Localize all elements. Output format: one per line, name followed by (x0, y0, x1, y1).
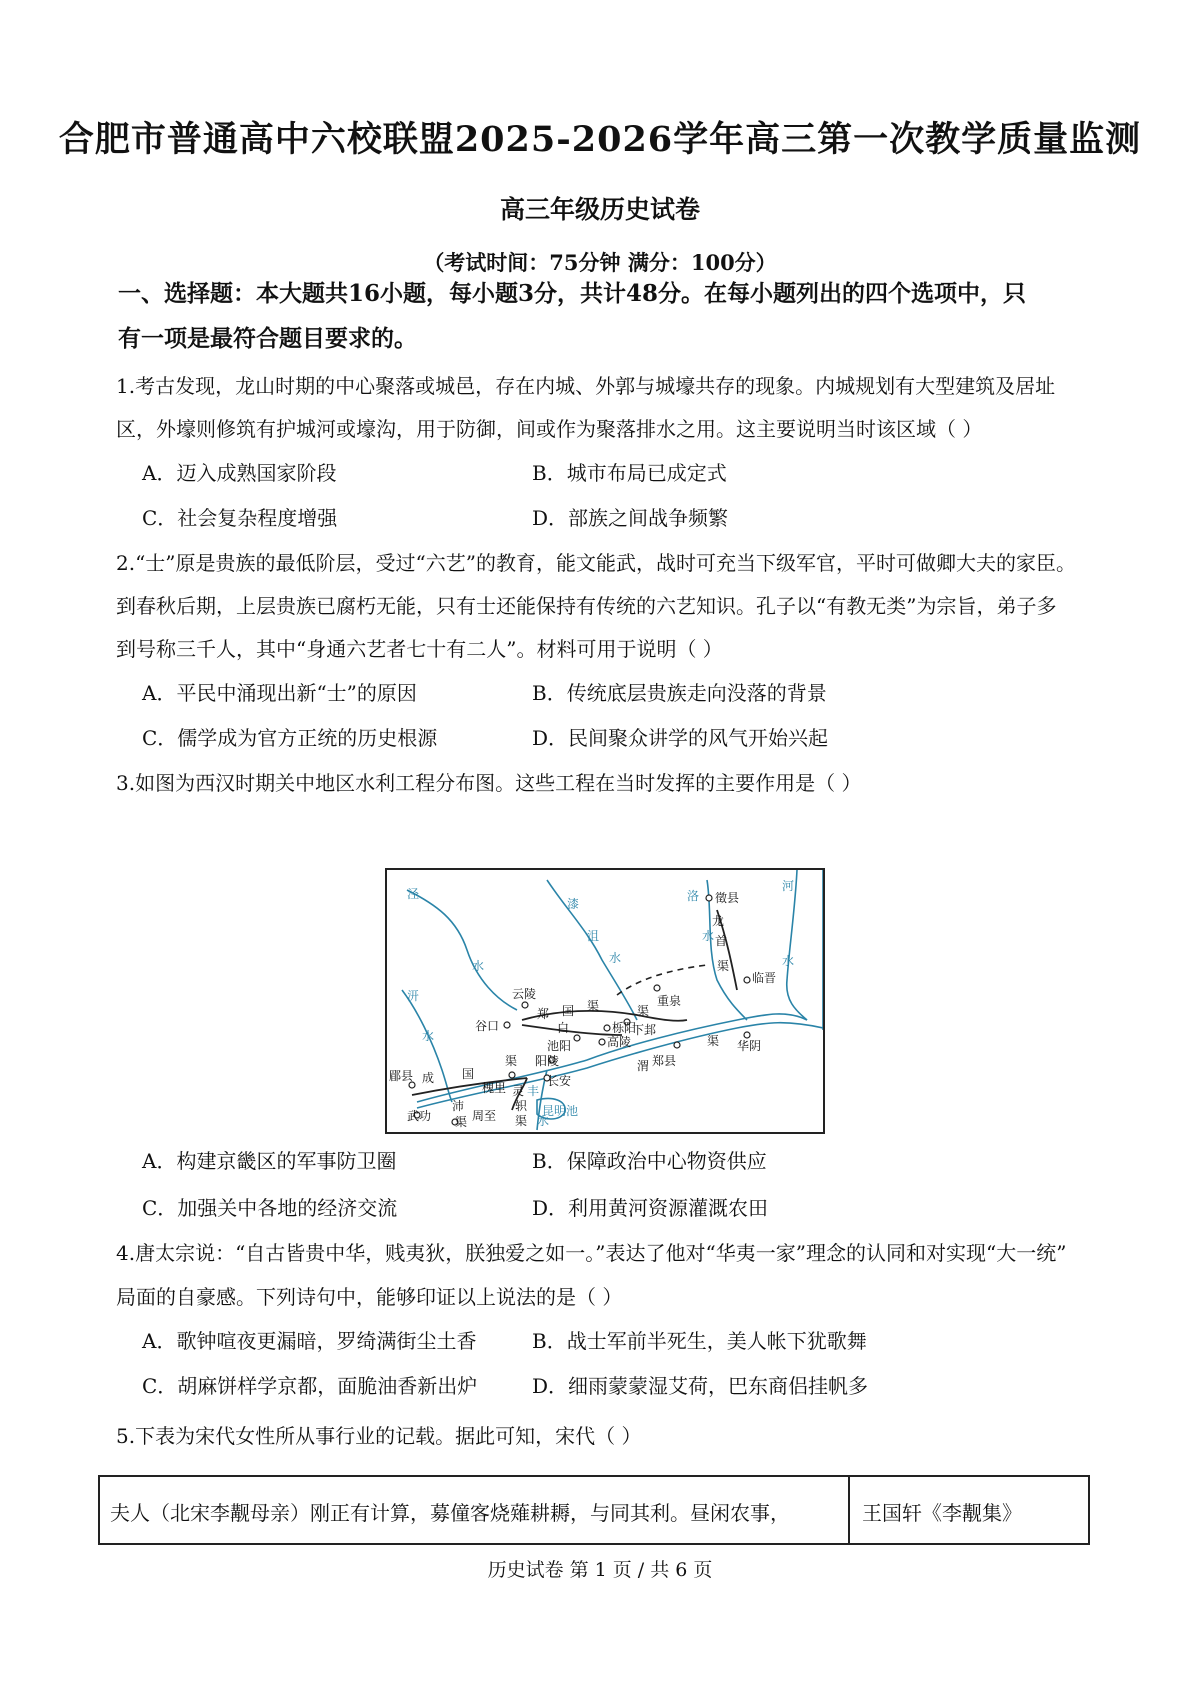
label-huaili: 槐里 (482, 1081, 507, 1095)
question-4-option-c[interactable]: C．胡麻饼样学京都，面脆油香新出炉 (142, 1374, 478, 1398)
label-wugong: 武功 (407, 1109, 432, 1123)
label-qu7: 渠 (515, 1114, 528, 1128)
label-kunmingchi: 昆明池 (542, 1104, 579, 1118)
label-wei: 渭 (637, 1059, 650, 1073)
label-linjin: 临晋 (752, 971, 777, 985)
question-4-option-b[interactable]: B．战士军前半死生，美人帐下犹歌舞 (532, 1329, 867, 1353)
city-marker-zhengxian (674, 1042, 680, 1048)
label-zhi: 轵 (515, 1099, 528, 1113)
label-qu3: 渠 (637, 1004, 650, 1018)
record-table-content-cell: 夫人（北宋李觏母亲）刚正有计算，募僮客烧薙耕耨，与同其利。昼闲农事， (100, 1477, 850, 1543)
label-zheng: 郑 (537, 1007, 550, 1021)
label-shui1: 水 (472, 959, 485, 973)
label-qu1: 渠 (717, 959, 730, 973)
city-marker-gukou (504, 1022, 510, 1028)
label-cheng: 成 (422, 1071, 435, 1085)
label-he: 河 (782, 879, 795, 893)
label-liyang: 栎阳 (612, 1021, 637, 1035)
question-1-option-a[interactable]: A．迈入成熟国家阶段 (142, 461, 337, 485)
label-guo2: 国 (462, 1067, 475, 1081)
question-4-line-1: 4.唐太宗说：“自古皆贵中华，贱夷狄，朕独爱之如一。”表达了他对“华夷一家”理念的认同和对实现“大一统” (116, 1241, 1067, 1265)
city-marker-huixian (706, 895, 712, 901)
label-qi: 漆 (567, 897, 580, 911)
label-jing: 泾 (407, 887, 420, 901)
question-2-line-1: 2.“士”原是贵族的最低阶层，受过“六艺”的教育，能文能武，战时可充当下级军官，平时可做卿大夫的家臣。 (116, 551, 1076, 575)
question-3-option-b[interactable]: B．保障政治中心物资供应 (532, 1149, 767, 1173)
label-shui5: 水 (422, 1029, 435, 1043)
label-guo: 国 (562, 1004, 575, 1018)
label-changan: 长安 (547, 1074, 572, 1088)
question-4-option-a[interactable]: A．歌钟喧夜更漏暗，罗绮满街尘土香 (142, 1329, 477, 1353)
record-table (98, 1475, 1090, 1545)
label-ju: 沮 (587, 929, 600, 943)
city-marker-huaili (509, 1072, 515, 1078)
city-marker-gaoling (599, 1039, 605, 1045)
label-qu6: 渠 (455, 1115, 468, 1129)
question-5-line-1: 5.下表为宋代女性所从事行业的记载。据此可知，宋代（ ） (116, 1424, 642, 1448)
question-1-line-2: 区，外壕则修筑有护城河或壕沟，用于防御，间或作为聚落排水之用。这主要说明当时该区域（ ） (116, 417, 983, 441)
exam-meta: （考试时间：75分钟 满分：100分） (423, 250, 777, 275)
question-3-option-d[interactable]: D．利用黄河资源灌溉农田 (532, 1196, 769, 1220)
label-han: 汧 (407, 989, 420, 1003)
label-shui3: 水 (702, 929, 715, 943)
label-yunling: 云陵 (512, 987, 537, 1001)
label-zhouzhi: 周至 (472, 1109, 497, 1123)
label-gaoling: 高陵 (607, 1035, 632, 1049)
label-shou: 首 (715, 934, 728, 948)
canal-dashed (617, 965, 707, 995)
exam-subtitle: 高三年级历史试卷 (499, 195, 700, 224)
question-2-option-c[interactable]: C．儒学成为官方正统的历史根源 (142, 726, 438, 750)
label-mixian: 郿县 (389, 1069, 414, 1083)
question-3-option-a[interactable]: A．构建京畿区的军事防卫圈 (142, 1149, 397, 1173)
label-qu4: 渠 (707, 1034, 720, 1048)
city-marker-chongquan (654, 985, 660, 991)
label-chiyang: 池阳 (547, 1039, 572, 1053)
exam-title: 合肥市普通高中六校联盟2025-2026学年高三第一次教学质量监测 (58, 119, 1142, 160)
label-huayin: 华阴 (737, 1039, 762, 1053)
section-heading-line-2: 有一项是最符合题目要求的。 (118, 325, 417, 352)
label-bai: 白 (557, 1021, 570, 1035)
question-2-option-a[interactable]: A．平民中涌现出新“士”的原因 (142, 681, 417, 705)
city-marker-huayin (744, 1032, 750, 1038)
question-2-option-d[interactable]: D．民间聚众讲学的风气开始兴起 (532, 726, 829, 750)
city-marker-liyang (604, 1025, 610, 1031)
label-gukou: 谷口 (475, 1019, 500, 1033)
city-marker-linjin (744, 977, 750, 983)
question-2-line-2: 到春秋后期，上层贵族已腐朽无能，只有士还能保持有传统的六艺知识。孔子以“有教无类”为宗旨，弟子多 (116, 594, 1057, 618)
label-shui7: 水 (537, 1114, 550, 1128)
label-zhengxian: 郑县 (652, 1054, 677, 1068)
record-table-source-cell: 王国轩《李觏集》 (862, 1501, 1022, 1525)
label-huixian: 徵县 (715, 891, 740, 905)
city-marker-yunling (522, 1002, 528, 1008)
irrigation-map-svg (387, 870, 823, 1132)
question-3-line-1: 3.如图为西汉时期关中地区水利工程分布图。这些工程在当时发挥的主要作用是（ ） (116, 771, 862, 795)
label-qu5: 渠 (505, 1054, 518, 1068)
question-1-line-1: 1.考古发现，龙山时期的中心聚落或城邑，存在内城、外郭与城壕共存的现象。内城规划有大型建筑及居址 (116, 374, 1056, 398)
label-shui4: 水 (782, 954, 795, 968)
question-1-option-b[interactable]: B．城市布局已成定式 (532, 461, 727, 485)
page-footer: 历史试卷 第 1 页 / 共 6 页 (487, 1559, 713, 1581)
question-3-option-c[interactable]: C．加强关中各地的经济交流 (142, 1196, 398, 1220)
label-feng: 丰 (527, 1084, 540, 1098)
label-shui2: 水 (609, 951, 622, 965)
label-ling: 灵 (512, 1084, 525, 1098)
question-1-option-d[interactable]: D．部族之间战争频繁 (532, 506, 729, 530)
river-jing (407, 890, 517, 1010)
question-1-option-c[interactable]: C．社会复杂程度增强 (142, 506, 338, 530)
irrigation-map (385, 868, 825, 1134)
question-2-option-b[interactable]: B．传统底层贵族走向没落的背景 (532, 681, 827, 705)
label-lao: 沛 (452, 1099, 465, 1113)
label-qu2: 渠 (587, 999, 600, 1013)
label-yangling: 阳陵 (535, 1054, 560, 1068)
section-heading-line-1: 一、选择题：本大题共16小题，每小题3分，共计48分。在每小题列出的四个选项中，只 (118, 280, 1027, 307)
label-luo: 洛 (687, 889, 700, 903)
label-xiagui: 下邽 (632, 1023, 657, 1037)
label-long: 龙 (712, 914, 725, 928)
label-chongquan: 重泉 (657, 994, 682, 1008)
city-marker-chiyang (574, 1035, 580, 1041)
question-4-line-2: 局面的自豪感。下列诗句中，能够印证以上说法的是（ ） (116, 1285, 623, 1309)
question-2-line-3: 到号称三千人，其中“身通六艺者七十有二人”。材料可用于说明（ ） (116, 637, 723, 661)
question-4-option-d[interactable]: D．细雨蒙蒙湿艾荷，巴东商侣挂帆多 (532, 1374, 869, 1398)
